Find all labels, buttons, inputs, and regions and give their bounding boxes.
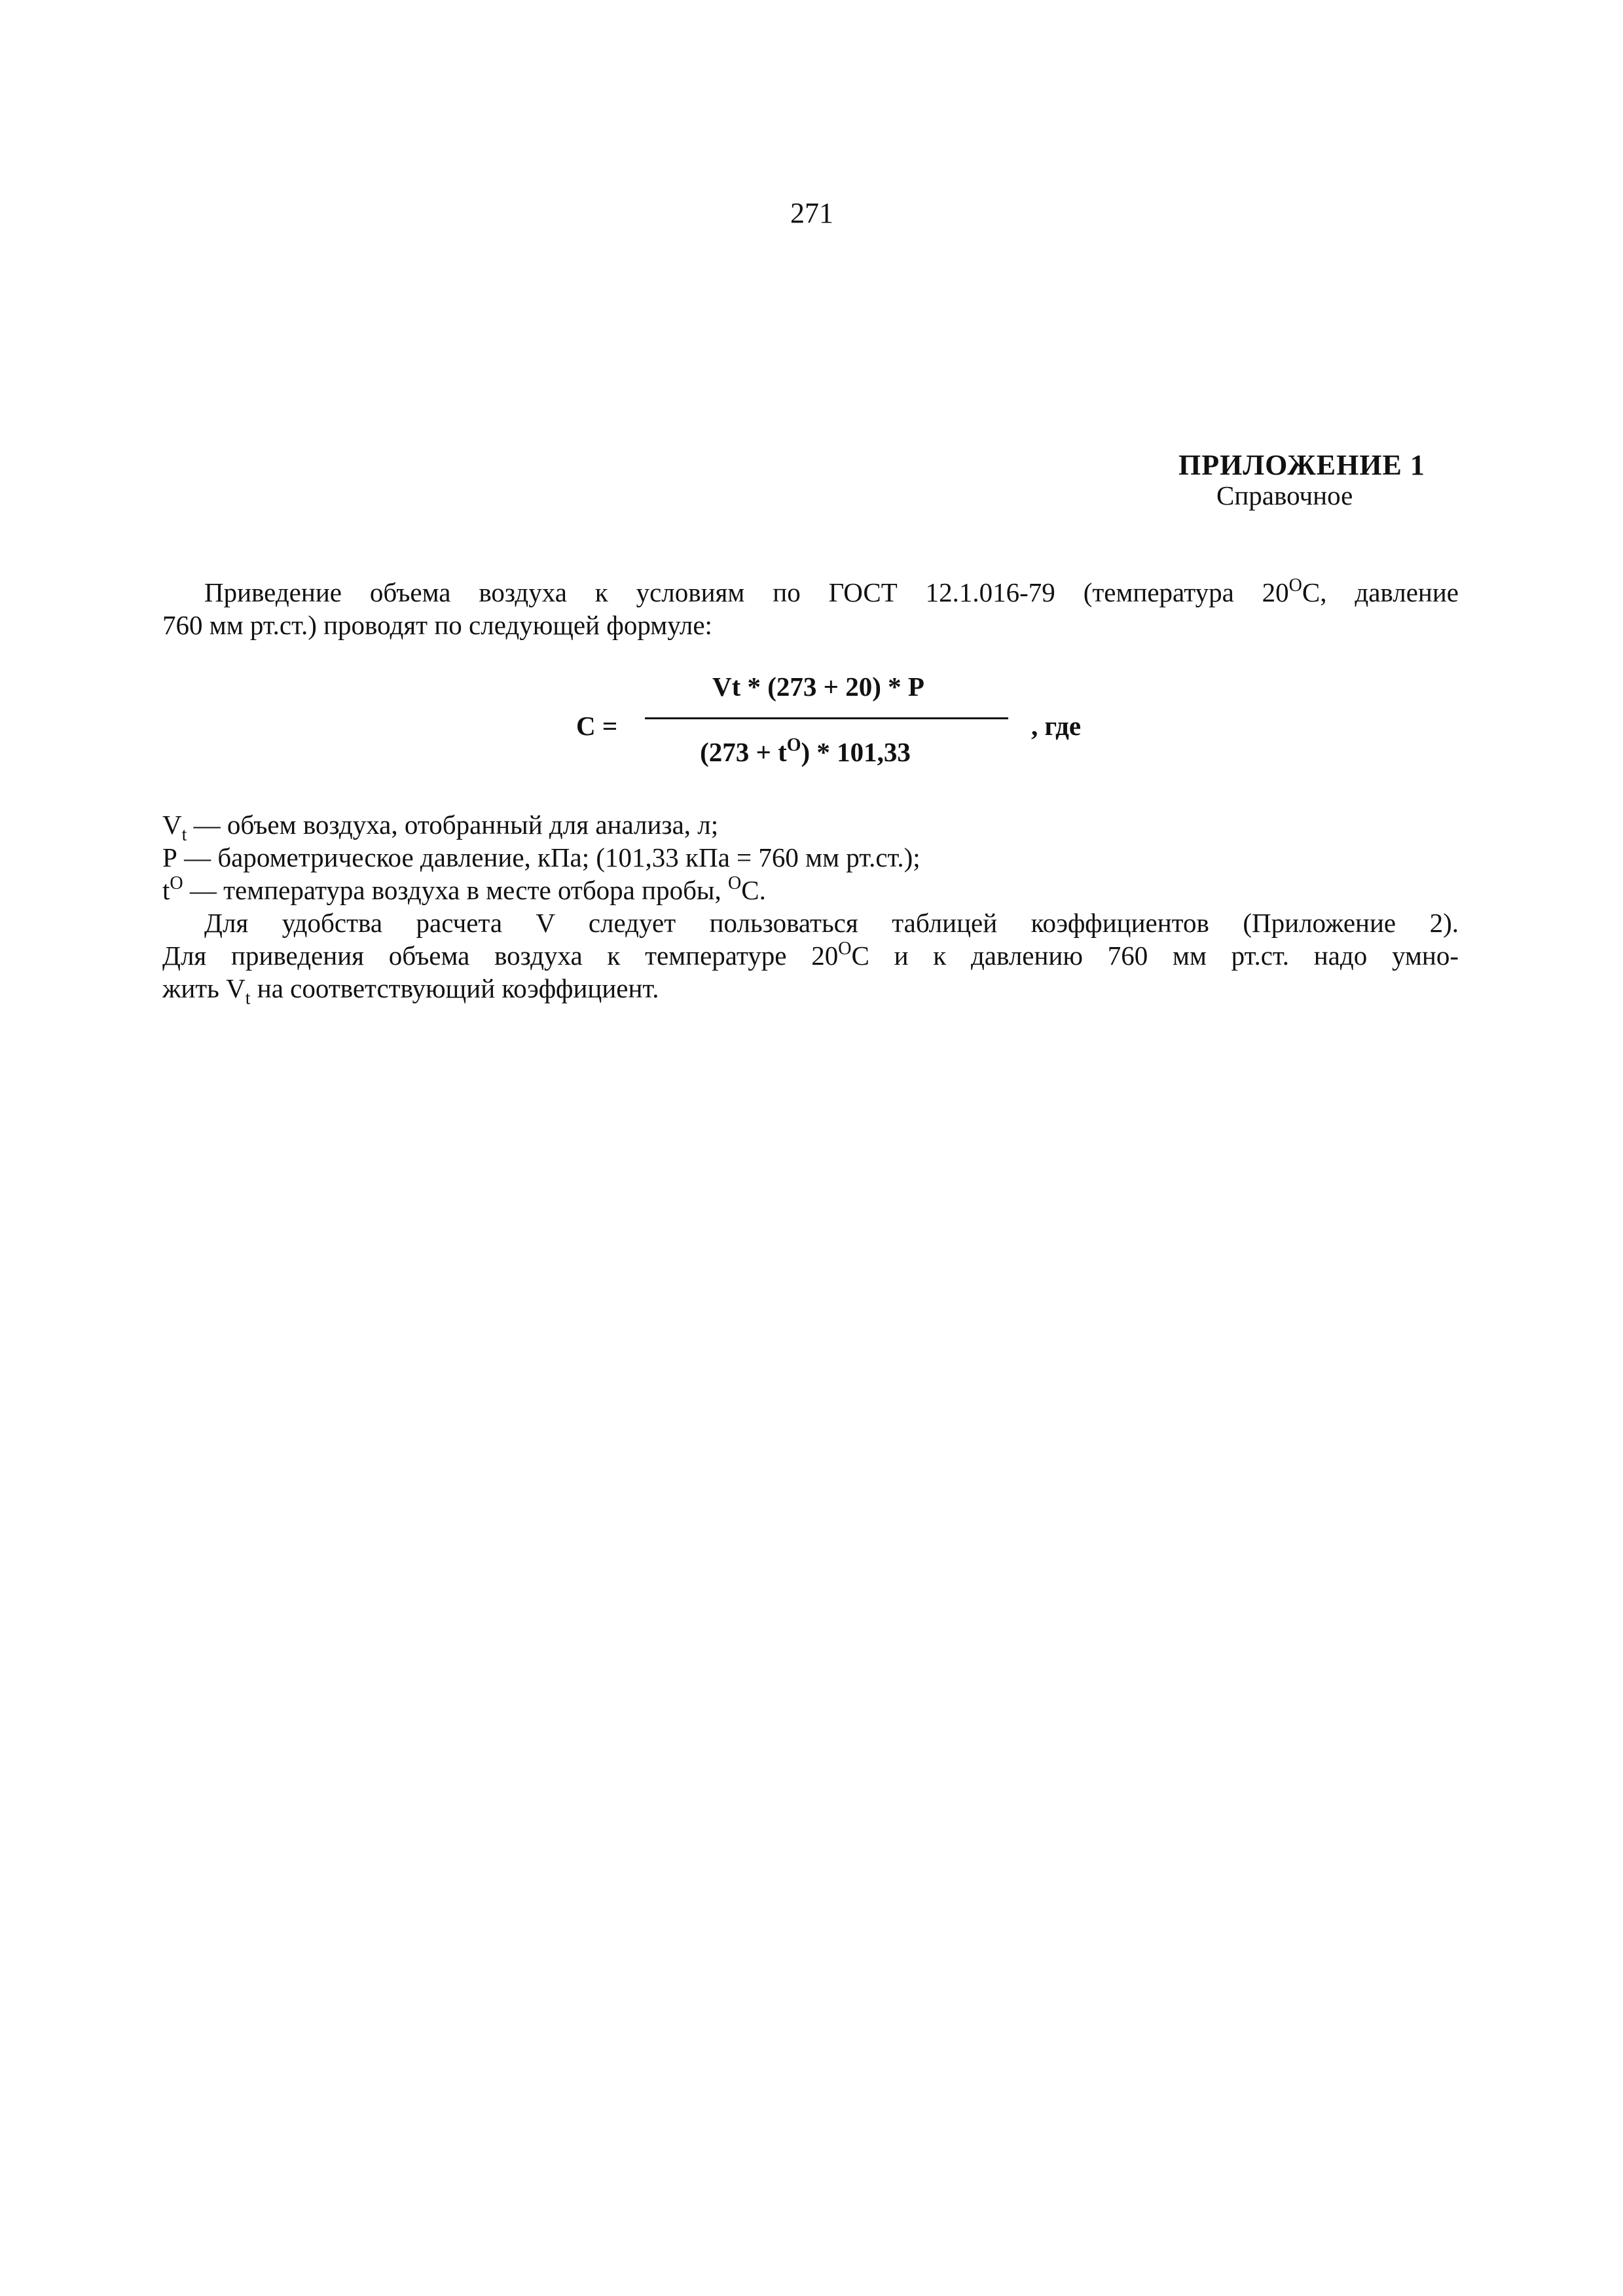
- intro-line-1: [162, 576, 1459, 609]
- note-degree-sup: О: [838, 939, 852, 959]
- unit-degree-sup: О: [727, 873, 742, 893]
- formula-denominator: [661, 736, 949, 768]
- definition-text: — объем воздуха, отобранный для анализа, л;: [187, 810, 719, 840]
- note-line-1: Для удобства расчета V следует пользоваться таблицей коэффициентов (Приложение 2).: [204, 908, 1459, 938]
- note-text-2: С и к давлению 760 мм рт.ст. надо умно-: [851, 941, 1459, 971]
- note-line-3: [162, 972, 1459, 1009]
- definition-p: [162, 841, 1459, 874]
- note-text-4: на соответствующий коэффициент.: [250, 973, 659, 1003]
- note-text-1: Для приведения объема воздуха к температуре 20: [162, 941, 839, 971]
- definition-text: — температура воздуха в месте отбора пробы,: [183, 875, 728, 905]
- fraction-bar: [645, 717, 1008, 719]
- note-paragraph: [162, 906, 1459, 1009]
- note-text-3: жить V: [162, 973, 246, 1003]
- appendix-title: ПРИЛОЖЕНИЕ 1: [1178, 449, 1425, 481]
- definition-symbol: V: [162, 810, 182, 840]
- intro-text-1: Приведение объема воздуха к условиям по ГОСТ 12.1.016-79 (температура 20: [204, 577, 1289, 607]
- intro-paragraph: [162, 576, 1459, 641]
- definition-unit: С.: [741, 875, 766, 905]
- definition-subscript: t: [181, 825, 187, 845]
- definition-symbol: Р: [162, 842, 177, 872]
- denominator-text-2: ) * 101,33: [801, 737, 911, 767]
- intro-line-2: 760 мм рт.ст.) проводят по следующей формуле:: [162, 610, 712, 640]
- definition-symbol: t: [162, 875, 170, 905]
- formula: [576, 671, 1165, 789]
- definition-t: [162, 874, 1459, 906]
- intro-text-2: С, давление: [1302, 577, 1459, 607]
- denominator-degree-sup: О: [786, 735, 801, 755]
- note-subscript: t: [245, 988, 251, 1009]
- formula-where: , где: [1031, 711, 1082, 741]
- page-number: 271: [790, 197, 833, 229]
- formula-numerator: Vt * (273 + 20) * P: [712, 672, 924, 702]
- definition-text: — барометрическое давление, кПа; (101,33 кПа = 760 мм рт.ст.);: [177, 842, 921, 872]
- formula-lhs: С =: [576, 711, 618, 741]
- denominator-text-1: (273 + t: [700, 737, 787, 767]
- note-line-2: [162, 939, 1459, 972]
- definition-vt: [162, 808, 1459, 845]
- definition-superscript: О: [170, 873, 183, 893]
- appendix-subtitle: Справочное: [1216, 480, 1353, 511]
- degree-sup: О: [1288, 575, 1302, 596]
- definitions-list: [162, 808, 1459, 906]
